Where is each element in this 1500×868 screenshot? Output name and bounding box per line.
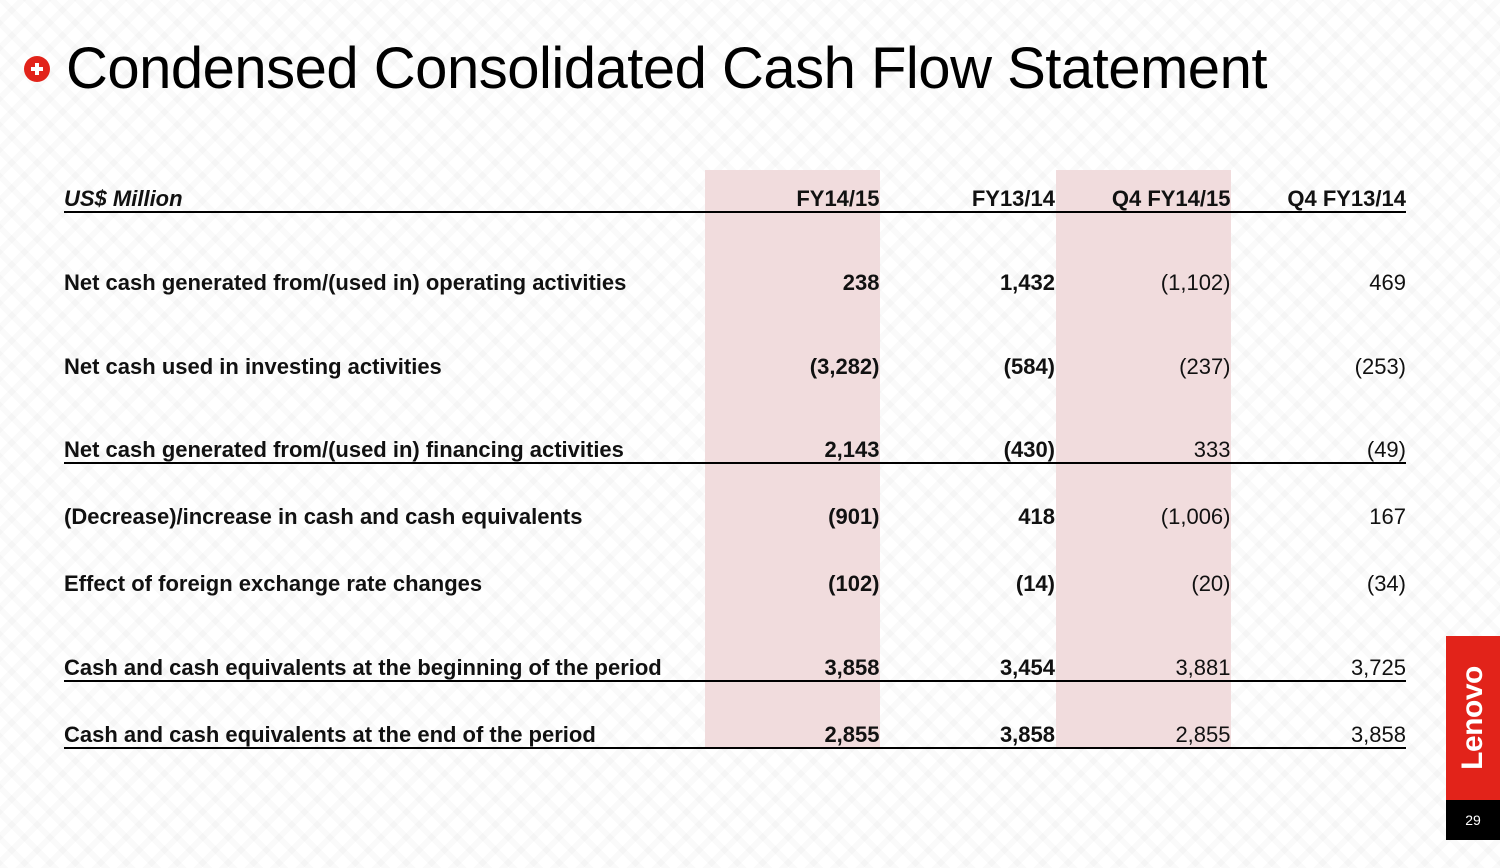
subtotal-rule: [64, 680, 1406, 682]
row-label: (Decrease)/increase in cash and cash equivalents: [64, 504, 583, 529]
cell-value: (253): [1354, 354, 1406, 379]
cell-value: 3,454: [999, 655, 1055, 680]
plus-circle-icon: [24, 56, 50, 82]
cell-value: (20): [1191, 571, 1231, 596]
table-row: [64, 439, 1406, 463]
cell-value: 3,858: [1350, 722, 1406, 747]
row-label: Cash and cash equivalents at the beginning of the period: [64, 655, 662, 680]
header-q4fy1415: Q4 FY14/15: [1111, 186, 1231, 211]
cell-value: 3,858: [824, 655, 880, 680]
header-q4fy1314: Q4 FY13/14: [1287, 186, 1406, 211]
lenovo-logo: [1446, 636, 1500, 800]
cell-value: 2,143: [824, 437, 880, 462]
table-header-row: [64, 188, 1406, 212]
page-number-box: [1446, 800, 1500, 840]
cell-value: 3,881: [1175, 655, 1231, 680]
table-row: [64, 356, 1406, 380]
row-label: Net cash generated from/(used in) operating activities: [64, 270, 627, 295]
cell-value: 418: [1018, 504, 1055, 529]
row-label: Effect of foreign exchange rate changes: [64, 571, 483, 596]
cell-value: (3,282): [809, 354, 880, 379]
header-unit: US$ Million: [64, 186, 183, 211]
total-rule: [64, 747, 1406, 749]
cell-value: 2,855: [1175, 722, 1231, 747]
cell-value: 3,858: [999, 722, 1055, 747]
page-number: 29: [1465, 812, 1481, 828]
row-label: Net cash used in investing activities: [64, 354, 442, 379]
table-row: [64, 506, 1406, 530]
cell-value: (14): [1015, 571, 1055, 596]
table-row: [64, 657, 1406, 681]
cell-value: (430): [1003, 437, 1055, 462]
table-row: [64, 573, 1406, 597]
cell-value: (901): [828, 504, 880, 529]
cell-value: 238: [842, 270, 880, 295]
cell-value: 2,855: [824, 722, 880, 747]
row-label: Cash and cash equivalents at the end of the period: [64, 722, 596, 747]
cell-value: (1,102): [1160, 270, 1231, 295]
cell-value: 3,725: [1350, 655, 1406, 680]
cell-value: 469: [1369, 270, 1406, 295]
cell-value: (34): [1366, 571, 1406, 596]
cell-value: (1,006): [1160, 504, 1231, 529]
title-row: [24, 36, 1267, 101]
header-rule: [64, 211, 1406, 213]
page-title: Condensed Consolidated Cash Flow Statement: [66, 36, 1267, 101]
cell-value: (49): [1366, 437, 1406, 462]
cell-value: (237): [1179, 354, 1231, 379]
logo-text: Lenovo: [1456, 666, 1490, 770]
table-row: [64, 724, 1406, 748]
cell-value: 333: [1193, 437, 1231, 462]
cell-value: 167: [1369, 504, 1406, 529]
cell-value: (102): [828, 571, 880, 596]
header-fy1415: FY14/15: [796, 186, 880, 211]
cell-value: (584): [1003, 354, 1055, 379]
table-row: [64, 272, 1406, 296]
row-label: Net cash generated from/(used in) financing activities: [64, 437, 624, 462]
cell-value: 1,432: [999, 270, 1055, 295]
subtotal-rule: [64, 462, 1406, 464]
header-fy1314: FY13/14: [971, 186, 1055, 211]
